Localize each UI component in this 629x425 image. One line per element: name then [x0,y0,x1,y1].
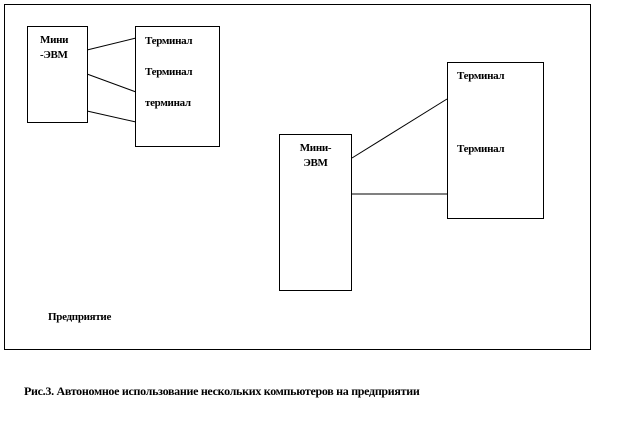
right-terminals-box [447,62,544,219]
connector-line [87,38,136,50]
figure-caption: Рис.3. Автономное использование нескольких компьютеров на предприятии [24,384,420,398]
terminal-label: терминал [145,97,191,109]
right-mini-computer-label-2: ЭВМ [303,157,328,169]
terminal-label: Терминал [457,70,505,82]
connector-line [87,111,136,122]
left-mini-computer-label-2: -ЭВМ [40,49,68,61]
left-mini-computer-label-1: Мини [40,34,69,46]
terminal-label: Терминал [457,143,505,155]
terminal-label: Терминал [145,66,193,78]
enterprise-label: Предприятие [48,311,112,323]
connector-line [87,74,136,92]
terminal-label: Терминал [145,35,193,47]
connector-line [352,99,447,158]
right-mini-computer-label-1: Мини- [299,142,332,154]
